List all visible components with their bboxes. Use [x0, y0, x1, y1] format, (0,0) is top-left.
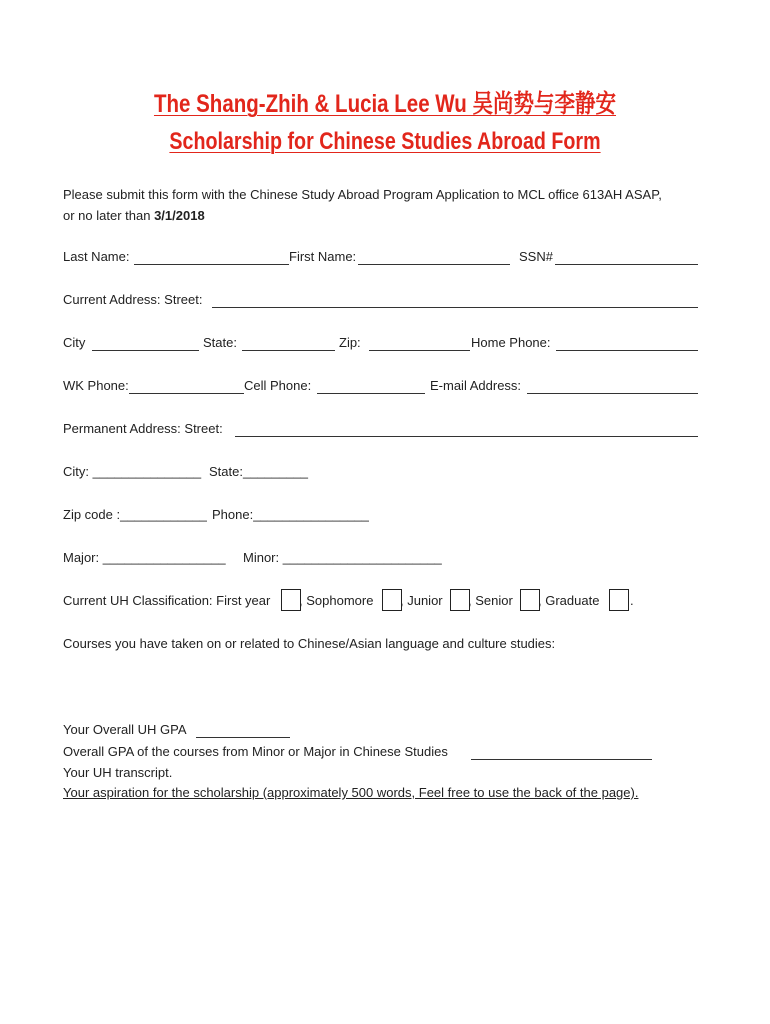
- transcript-label: Your UH transcript.: [63, 765, 173, 780]
- first-year-checkbox[interactable]: [281, 589, 301, 611]
- city-label: City: [63, 335, 86, 350]
- graduate-label: , Graduate: [538, 593, 600, 608]
- wk-phone-field[interactable]: [129, 393, 244, 394]
- transcript-row: [63, 763, 699, 783]
- perm-zip-field[interactable]: Zip code :____________: [63, 507, 207, 522]
- phone-row: [63, 376, 699, 396]
- last-name-field[interactable]: [134, 264, 289, 265]
- gpa-row: [63, 720, 699, 740]
- junior-checkbox[interactable]: [450, 589, 470, 611]
- zip-field[interactable]: [369, 350, 470, 351]
- instructions: [63, 184, 662, 226]
- home-phone-label: Home Phone:: [471, 335, 551, 350]
- gpa-label: Your Overall UH GPA: [63, 722, 187, 737]
- classification-row: [63, 591, 699, 611]
- perm-city-field[interactable]: City: _______________: [63, 464, 202, 479]
- major-minor-row: [63, 548, 699, 568]
- major-gpa-field[interactable]: [471, 759, 652, 760]
- senior-checkbox[interactable]: [520, 589, 540, 611]
- cell-phone-label: Cell Phone:: [244, 378, 312, 393]
- gpa-field[interactable]: [196, 737, 290, 738]
- perm-city-row: [63, 462, 699, 482]
- email-label: E-mail Address:: [430, 378, 522, 393]
- major-field[interactable]: Major: _________________: [63, 550, 226, 565]
- last-name-label: Last Name:: [63, 249, 130, 264]
- first-name-label: First Name:: [289, 249, 357, 264]
- perm-state-field[interactable]: State:_________: [209, 464, 309, 479]
- courses-row: [63, 634, 699, 654]
- aspiration-row: [63, 783, 699, 803]
- major-gpa-label: Overall GPA of the courses from Minor or Major in Chinese Studies: [63, 744, 448, 759]
- permanent-address-label: Permanent Address: Street:: [63, 421, 223, 436]
- cell-phone-field[interactable]: [317, 393, 425, 394]
- classification-end: .: [630, 593, 634, 608]
- instructions-line2: [63, 205, 662, 226]
- city-row: [63, 333, 699, 353]
- courses-label: Courses you have taken on or related to Chinese/Asian language and culture studies:: [63, 636, 556, 651]
- deadline-prefix: or no later than: [63, 208, 151, 223]
- current-address-field[interactable]: [212, 307, 698, 308]
- form-subtitle: Scholarship for Chinese Studies Abroad Form: [169, 128, 601, 155]
- instructions-line1: Please submit this form with the Chinese Study Abroad Program Application to MCL office 613AH ASAP,: [63, 187, 662, 202]
- zip-label: Zip:: [339, 335, 361, 350]
- perm-phone-field[interactable]: Phone:________________: [212, 507, 369, 522]
- permanent-address-field[interactable]: [235, 436, 698, 437]
- graduate-checkbox[interactable]: [609, 589, 629, 611]
- sophomore-label: , Sophomore: [299, 593, 374, 608]
- ssn-field[interactable]: [555, 264, 698, 265]
- name-row: [63, 247, 699, 267]
- senior-label: , Senior: [468, 593, 513, 608]
- major-gpa-row: [63, 742, 699, 762]
- minor-field[interactable]: Minor: ______________________: [243, 550, 442, 565]
- classification-label: Current UH Classification: First year: [63, 593, 271, 608]
- city-field[interactable]: [92, 350, 199, 351]
- sophomore-checkbox[interactable]: [382, 589, 402, 611]
- perm-zip-row: [63, 505, 699, 525]
- permanent-address-row: [63, 419, 699, 439]
- deadline-date: 3/1/2018: [154, 208, 205, 223]
- ssn-label: SSN#: [519, 249, 553, 264]
- current-address-row: [63, 290, 699, 310]
- state-label: State:: [203, 335, 237, 350]
- current-address-label: Current Address: Street:: [63, 292, 203, 307]
- form-title: The Shang-Zhih & Lucia Lee Wu 吴尚势与李静安: [153, 90, 617, 118]
- aspiration-label: Your aspiration for the scholarship (approximately 500 words, Feel free to use the back of the page).: [63, 785, 639, 800]
- first-name-field[interactable]: [358, 264, 510, 265]
- email-field[interactable]: [527, 393, 698, 394]
- home-phone-field[interactable]: [556, 350, 698, 351]
- wk-phone-label: WK Phone:: [63, 378, 129, 393]
- junior-label: , Junior: [400, 593, 443, 608]
- state-field[interactable]: [242, 350, 335, 351]
